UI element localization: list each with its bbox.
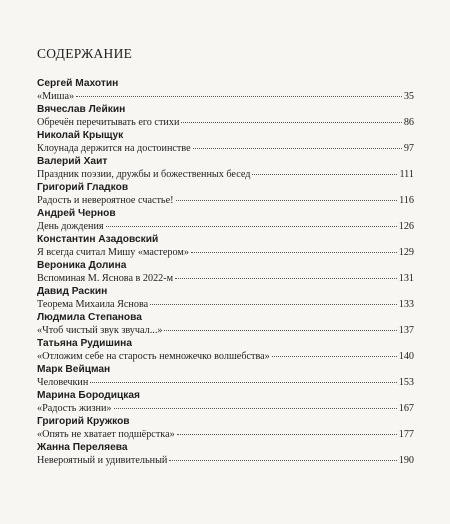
toc-author: Вероника Долина [37,260,127,271]
toc-entry [37,311,414,337]
toc-line [37,246,414,259]
toc-work-title: «Радость жизни» [37,403,112,414]
toc-dot-leader [193,148,402,149]
toc-line [37,116,414,129]
toc-author: Сергей Махотин [37,78,119,89]
toc-page-number: 133 [398,299,414,310]
toc-dot-leader [176,200,398,201]
toc-work-title: Невероятный и удивительный [37,455,168,466]
toc-dot-leader [177,434,397,435]
toc-author: Андрей Чернов [37,208,116,219]
toc-entry [37,103,414,129]
toc-entry [37,389,414,415]
toc-line [37,298,414,311]
toc-entry [37,181,414,207]
toc-dot-leader [76,96,402,97]
toc-author: Татьяна Рудишина [37,338,132,349]
toc-entry [37,337,414,363]
toc-page-number: 177 [398,429,414,440]
toc-author: Григорий Гладков [37,182,129,193]
toc-author: Вячеслав Лейкин [37,104,126,115]
toc-dot-leader [169,460,396,461]
toc-work-title: Вспоминая М. Яснова в 2022-м [37,273,174,284]
toc-page-number: 35 [403,91,414,102]
toc-work-title: «Чтоб чистый звук звучал...» [37,325,163,336]
toc-line [37,220,414,233]
toc-line [37,168,414,181]
toc-entry [37,233,414,259]
toc-dot-leader [175,278,397,279]
toc-dot-leader [164,330,396,331]
toc-entry [37,415,414,441]
toc-entry [37,77,414,103]
toc-author: Валерий Хаит [37,156,108,167]
toc-page-number: 111 [399,169,414,180]
toc-dot-leader [252,174,397,175]
toc-page-number: 97 [403,143,414,154]
toc-page-number: 140 [398,351,414,362]
toc-work-title: «Отложим себе на старость немножечко волшебства» [37,351,270,362]
toc-author: Марк Вейцман [37,364,111,375]
toc-dot-leader [181,122,401,123]
toc-author: Константин Азадовский [37,234,159,245]
toc-work-title: «Миша» [37,91,75,102]
toc-page-number: 137 [398,325,414,336]
toc-line [37,272,414,285]
toc-line [37,402,414,415]
toc-page-number: 153 [398,377,414,388]
toc-page-number: 167 [398,403,414,414]
toc-dot-leader [191,252,397,253]
toc-page-number: 126 [398,221,414,232]
toc-author: Жанна Переляева [37,442,128,453]
toc-work-title: День дождения [37,221,104,232]
toc-author: Людмила Степанова [37,312,142,323]
toc-line [37,454,414,467]
toc-work-title: Клоунада держится на достоинстве [37,143,191,154]
toc-work-title: Человечкин [37,377,89,388]
toc-entry [37,129,414,155]
toc-work-title: Радость и невероятное счастье! [37,195,174,206]
toc-work-title: Праздник поэзии, дружбы и божественных бесед [37,169,251,180]
toc-page-number: 129 [398,247,414,258]
toc-entry [37,259,414,285]
toc-work-title: Теорема Михаила Яснова [37,299,149,310]
toc-dot-leader [114,408,397,409]
toc-work-title: Я всегда считал Мишу «мастером» [37,247,189,258]
toc-author: Давид Раскин [37,286,108,297]
toc-page-number: 131 [398,273,414,284]
toc-line [37,350,414,363]
toc-entry [37,285,414,311]
toc-dot-leader [150,304,397,305]
toc-work-title: Обречён перечитывать его стихи [37,117,180,128]
toc-entry [37,207,414,233]
toc-dot-leader [90,382,396,383]
toc-page-number: 116 [399,195,414,206]
toc-author: Григорий Кружков [37,416,130,427]
toc-work-title: «Опять не хватает подшёрстка» [37,429,175,440]
toc-line [37,194,414,207]
toc-author: Николай Крыщук [37,130,124,141]
toc-line [37,142,414,155]
toc-dot-leader [106,226,397,227]
toc-entry [37,155,414,181]
toc-entry [37,441,414,467]
toc-page-number: 86 [403,117,414,128]
toc-line [37,90,414,103]
toc-author: Марина Бородицкая [37,390,140,401]
toc-line [37,428,414,441]
toc-line [37,324,414,337]
toc-entry [37,363,414,389]
toc-line [37,376,414,389]
table-of-contents [37,77,414,467]
toc-title: СОДЕРЖАНИЕ [37,46,133,61]
toc-page-number: 190 [398,455,414,466]
toc-dot-leader [272,356,397,357]
